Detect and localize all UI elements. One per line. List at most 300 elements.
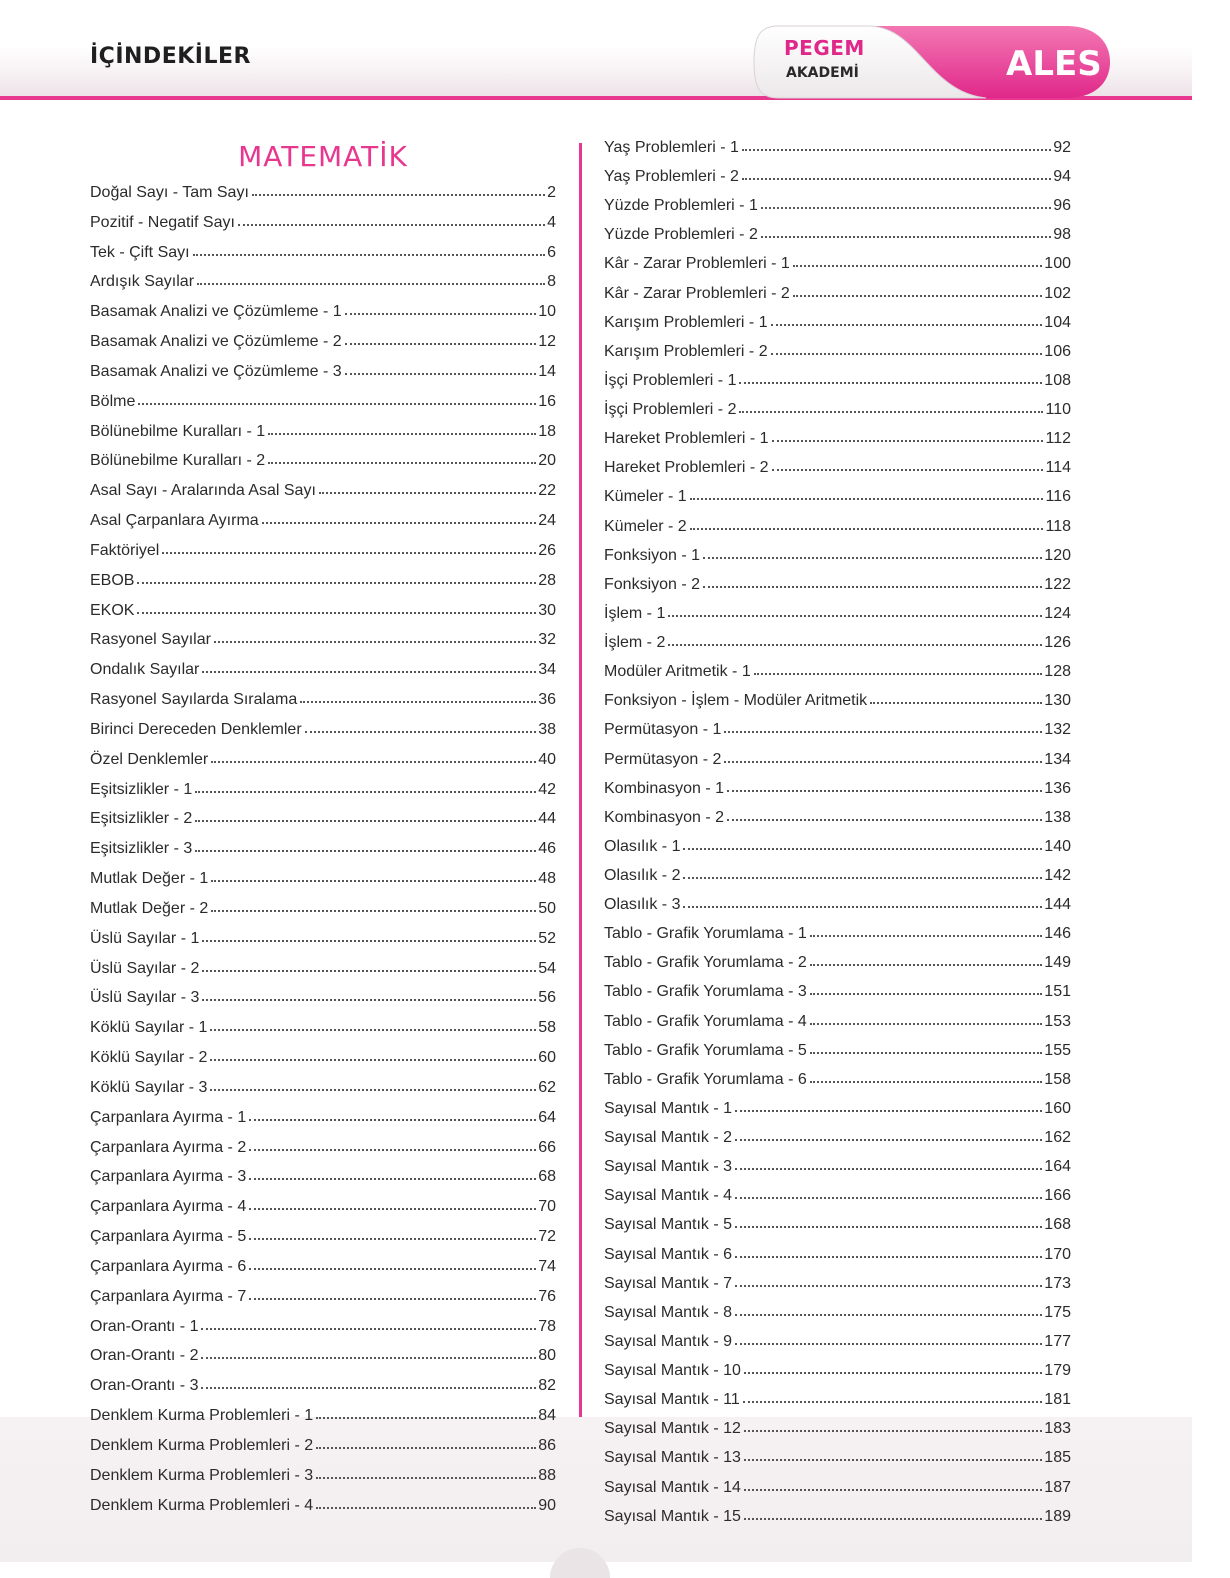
- toc-entry: [604, 162, 1071, 192]
- toc-dot-leader: [316, 1477, 536, 1479]
- toc-dot-leader: [319, 492, 536, 494]
- toc-entry: [90, 775, 556, 805]
- toc-entry: [90, 1162, 556, 1192]
- toc-entry-label: Çarpanlara Ayırma - 6: [90, 1257, 247, 1275]
- toc-entry: [90, 625, 556, 655]
- toc-dot-leader: [262, 522, 537, 524]
- toc-entry-label: Üslü Sayılar - 3: [90, 989, 200, 1007]
- toc-entry-page: 24: [538, 512, 556, 530]
- toc-entry-page: 144: [1044, 896, 1071, 914]
- toc-entry-page: 50: [538, 899, 556, 917]
- toc-dot-leader: [744, 1430, 1042, 1432]
- toc-dot-leader: [193, 254, 546, 256]
- toc-dot-leader: [793, 265, 1042, 267]
- column-divider: [579, 143, 582, 1540]
- toc-entry-page: 134: [1044, 750, 1071, 768]
- toc-entry-label: Sayısal Mantık - 11: [604, 1391, 740, 1409]
- toc-entry-page: 8: [547, 273, 556, 291]
- toc-dot-leader: [772, 469, 1044, 471]
- toc-entry-label: Sayısal Mantık - 14: [604, 1478, 741, 1496]
- toc-dot-leader: [742, 149, 1051, 151]
- toc-dot-leader: [238, 224, 545, 226]
- toc-dot-leader: [300, 701, 536, 703]
- toc-entry: [90, 178, 556, 208]
- toc-entry: [604, 1473, 1071, 1503]
- toc-entry-label: Sayısal Mantık - 4: [604, 1187, 733, 1205]
- toc-entry: [604, 919, 1071, 949]
- toc-entry-page: 22: [538, 482, 556, 500]
- toc-dot-leader: [724, 761, 1042, 763]
- toc-entry-label: Rasyonel Sayılar: [90, 631, 211, 649]
- toc-entry: [604, 191, 1071, 221]
- toc-dot-leader: [249, 1268, 536, 1270]
- toc-entry-page: 179: [1044, 1362, 1071, 1380]
- toc-entry: [604, 1007, 1071, 1037]
- toc-dot-leader: [739, 411, 1043, 413]
- toc-entry-page: 76: [538, 1287, 556, 1305]
- section-title: MATEMATİK: [238, 140, 408, 173]
- toc-entry-label: Pozitif - Negatif Sayı: [90, 213, 235, 231]
- toc-entry: [90, 864, 556, 894]
- toc-entry-page: 128: [1044, 663, 1071, 681]
- toc-entry-page: 177: [1044, 1332, 1071, 1350]
- toc-dot-leader: [771, 353, 1043, 355]
- toc-dot-leader: [744, 1459, 1042, 1461]
- toc-entry-page: 14: [538, 362, 556, 380]
- toc-dot-leader: [744, 1518, 1042, 1520]
- toc-entry-page: 34: [538, 661, 556, 679]
- toc-entry-label: Tablo - Grafik Yorumlama - 6: [604, 1070, 807, 1088]
- toc-entry-label: Köklü Sayılar - 1: [90, 1019, 208, 1037]
- toc-entry-label: Karışım Problemleri - 2: [604, 342, 768, 360]
- toc-entry-page: 62: [538, 1078, 556, 1096]
- toc-dot-leader: [735, 1168, 1042, 1170]
- toc-entry-page: 78: [538, 1317, 556, 1335]
- toc-entry-page: 175: [1044, 1303, 1071, 1321]
- toc-entry: [604, 628, 1071, 658]
- toc-entry-page: 88: [538, 1466, 556, 1484]
- page-title: İÇİNDEKİLER: [90, 44, 251, 69]
- toc-dot-leader: [195, 791, 536, 793]
- toc-dot-leader: [735, 1256, 1042, 1258]
- toc-entry: [604, 570, 1071, 600]
- toc-dot-leader: [138, 403, 536, 405]
- toc-entry-label: Fonksiyon - 2: [604, 575, 701, 593]
- toc-entry-page: 166: [1044, 1187, 1071, 1205]
- toc-dot-leader: [735, 1226, 1042, 1228]
- toc-dot-leader: [744, 1489, 1042, 1491]
- toc-dot-leader: [735, 1314, 1042, 1316]
- toc-dot-leader: [210, 1089, 536, 1091]
- toc-entry: [90, 1341, 556, 1371]
- toc-entry-label: Permütasyon - 1: [604, 721, 722, 739]
- toc-entry-page: 153: [1044, 1012, 1071, 1030]
- toc-entry: [90, 1103, 556, 1133]
- toc-entry: [90, 804, 556, 834]
- toc-entry-label: Basamak Analizi ve Çözümleme - 3: [90, 362, 342, 380]
- toc-entry-label: Çarpanlara Ayırma - 5: [90, 1228, 247, 1246]
- toc-entry: [604, 686, 1071, 716]
- toc-dot-leader: [744, 1372, 1042, 1374]
- toc-entry-page: 70: [538, 1198, 556, 1216]
- toc-entry-page: 32: [538, 631, 556, 649]
- toc-entry-page: 132: [1044, 721, 1071, 739]
- toc-entry: [90, 357, 556, 387]
- toc-entry-page: 146: [1044, 925, 1071, 943]
- toc-entry-label: Denklem Kurma Problemleri - 1: [90, 1407, 314, 1425]
- toc-entry-label: Sayısal Mantık - 12: [604, 1420, 741, 1438]
- toc-entry: [604, 308, 1071, 338]
- toc-entry: [604, 715, 1071, 745]
- toc-entry: [604, 948, 1071, 978]
- toc-entry-page: 4: [547, 213, 556, 231]
- toc-entry: [604, 249, 1071, 279]
- toc-entry-label: Sayısal Mantık - 10: [604, 1362, 741, 1380]
- toc-dot-leader: [668, 644, 1042, 646]
- toc-entry-page: 16: [538, 392, 556, 410]
- toc-entry-label: Denklem Kurma Problemleri - 4: [90, 1496, 314, 1514]
- toc-entry-label: Yaş Problemleri - 2: [604, 168, 739, 186]
- toc-entry-label: Hareket Problemleri - 2: [604, 459, 769, 477]
- toc-entry-label: Tablo - Grafik Yorumlama - 3: [604, 983, 807, 1001]
- toc-entry-label: Mutlak Değer - 1: [90, 870, 209, 888]
- toc-entry-label: Sayısal Mantık - 13: [604, 1449, 741, 1467]
- toc-entry-label: Sayısal Mantık - 3: [604, 1158, 733, 1176]
- toc-entry-label: Sayısal Mantık - 9: [604, 1332, 733, 1350]
- toc-dot-leader: [690, 498, 1044, 500]
- toc-entry-label: Olasılık - 1: [604, 837, 681, 855]
- toc-dot-leader: [210, 1029, 536, 1031]
- toc-entry-page: 136: [1044, 779, 1071, 797]
- toc-entry-page: 140: [1044, 837, 1071, 855]
- toc-entry: [604, 1327, 1071, 1357]
- toc-entry: [604, 1269, 1071, 1299]
- toc-entry-label: Üslü Sayılar - 2: [90, 959, 200, 977]
- toc-entry: [90, 1252, 556, 1282]
- toc-entry-page: 94: [1053, 168, 1071, 186]
- logo-sub-text: AKADEMİ: [786, 65, 859, 81]
- toc-dot-leader: [201, 1328, 536, 1330]
- toc-entry-label: Sayısal Mantık - 8: [604, 1303, 733, 1321]
- toc-entry-label: EBOB: [90, 571, 135, 589]
- toc-dot-leader: [268, 433, 536, 435]
- toc-dot-leader: [195, 850, 536, 852]
- toc-entry: [90, 596, 556, 626]
- toc-entry-page: 183: [1044, 1420, 1071, 1438]
- toc-entry-label: Tablo - Grafik Yorumlama - 1: [604, 925, 807, 943]
- toc-dot-leader: [249, 1178, 536, 1180]
- toc-entry-label: Bölme: [90, 392, 136, 410]
- toc-entry-page: 168: [1044, 1216, 1071, 1234]
- toc-dot-leader: [137, 612, 536, 614]
- toc-entry-label: Çarpanlara Ayırma - 4: [90, 1198, 247, 1216]
- toc-entry: [90, 506, 556, 536]
- toc-entry: [604, 599, 1071, 629]
- toc-entry-label: Çarpanlara Ayırma - 7: [90, 1287, 247, 1305]
- toc-entry: [90, 954, 556, 984]
- toc-entry-label: Tablo - Grafik Yorumlama - 2: [604, 954, 807, 972]
- toc-entry: [604, 279, 1071, 309]
- toc-dot-leader: [735, 1343, 1042, 1345]
- toc-entry-page: 56: [538, 989, 556, 1007]
- toc-entry: [90, 1192, 556, 1222]
- toc-entry: [604, 832, 1071, 862]
- toc-entry: [90, 267, 556, 297]
- toc-dot-leader: [735, 1285, 1042, 1287]
- toc-entry-label: Doğal Sayı - Tam Sayı: [90, 184, 249, 201]
- toc-entry-label: Çarpanlara Ayırma - 1: [90, 1108, 247, 1126]
- toc-entry: [604, 1123, 1071, 1153]
- toc-entry-page: 64: [538, 1108, 556, 1126]
- toc-entry-label: Denklem Kurma Problemleri - 3: [90, 1466, 314, 1484]
- toc-entry-label: Basamak Analizi ve Çözümleme - 1: [90, 303, 342, 321]
- toc-entry-page: 158: [1044, 1070, 1071, 1088]
- toc-entry-label: Eşitsizlikler - 1: [90, 780, 193, 798]
- toc-dot-leader: [137, 582, 536, 584]
- toc-entry-page: 142: [1044, 867, 1071, 884]
- toc-entry-page: 160: [1044, 1099, 1071, 1117]
- toc-entry-label: Ondalık Sayılar: [90, 661, 200, 679]
- toc-dot-leader: [724, 731, 1042, 733]
- toc-entry-page: 68: [538, 1168, 556, 1186]
- toc-entry-label: Oran-Orantı - 1: [90, 1317, 199, 1335]
- toc-dot-leader: [201, 1387, 536, 1389]
- toc-entry-label: Hareket Problemleri - 1: [604, 430, 769, 448]
- toc-entry-page: 30: [538, 601, 556, 619]
- toc-entry-label: Sayısal Mantık - 5: [604, 1216, 733, 1234]
- toc-dot-leader: [742, 178, 1051, 180]
- toc-entry-page: 80: [538, 1347, 556, 1365]
- toc-entry-label: Sayısal Mantık - 2: [604, 1129, 733, 1147]
- toc-entry-label: Karışım Problemleri - 1: [604, 313, 768, 331]
- toc-dot-leader: [202, 970, 536, 972]
- toc-entry-page: 130: [1044, 692, 1071, 710]
- toc-entry: [604, 657, 1071, 687]
- toc-entry: [604, 890, 1071, 920]
- toc-entry: [90, 924, 556, 954]
- toc-dot-leader: [793, 295, 1042, 297]
- toc-entry-label: Bölünebilme Kuralları - 1: [90, 422, 266, 440]
- toc-entry-page: 52: [538, 929, 556, 947]
- toc-entry: [90, 1282, 556, 1312]
- toc-entry-label: İşçi Problemleri - 2: [604, 401, 737, 419]
- toc-entry-label: Basamak Analizi ve Çözümleme - 2: [90, 333, 342, 351]
- toc-entry: [604, 1094, 1071, 1124]
- toc-entry: [604, 512, 1071, 542]
- toc-entry: [604, 337, 1071, 367]
- toc-dot-leader: [810, 935, 1043, 937]
- toc-entry: [90, 238, 556, 268]
- toc-entry-label: Tek - Çift Sayı: [90, 243, 190, 261]
- toc-entry: [604, 395, 1071, 425]
- toc-dot-leader: [772, 440, 1044, 442]
- toc-entry-page: 189: [1044, 1507, 1071, 1525]
- toc-entry-label: Sayısal Mantık - 15: [604, 1507, 741, 1525]
- toc-entry-label: Çarpanlara Ayırma - 3: [90, 1168, 247, 1186]
- toc-dot-leader: [810, 1023, 1043, 1025]
- toc-dot-leader: [810, 1052, 1043, 1054]
- toc-entry: [90, 655, 556, 685]
- toc-entry: [90, 745, 556, 775]
- toc-entry-label: Fonksiyon - İşlem - Modüler Aritmetik: [604, 692, 868, 710]
- toc-entry-page: 28: [538, 571, 556, 589]
- toc-entry-label: Birinci Dereceden Denklemler: [90, 720, 302, 738]
- toc-dot-leader: [211, 910, 536, 912]
- toc-dot-leader: [211, 761, 536, 763]
- toc-entry-label: Köklü Sayılar - 2: [90, 1049, 208, 1067]
- toc-entry: [90, 1401, 556, 1431]
- toc-entry-page: 102: [1044, 284, 1071, 302]
- toc-dot-leader: [761, 207, 1051, 209]
- toc-dot-leader: [249, 1149, 536, 1151]
- toc-entry-page: 187: [1044, 1478, 1071, 1496]
- toc-dot-leader: [345, 373, 537, 375]
- toc-entry-label: Kâr - Zarar Problemleri - 2: [604, 284, 790, 302]
- toc-entry-label: Bölünebilme Kuralları - 2: [90, 452, 266, 470]
- toc-entry: [90, 1013, 556, 1043]
- toc-entry-page: 98: [1053, 226, 1071, 244]
- toc-entry-page: 26: [538, 541, 556, 559]
- toc-entry: [90, 685, 556, 715]
- logo-brand-text: PEGEM: [784, 36, 865, 60]
- toc-entry-label: Kâr - Zarar Problemleri - 1: [604, 255, 790, 273]
- toc-entry: [90, 1133, 556, 1163]
- toc-entry: [604, 1443, 1071, 1473]
- toc-entry: [90, 1431, 556, 1461]
- toc-dot-leader: [211, 880, 536, 882]
- toc-entry-label: Üslü Sayılar - 1: [90, 929, 200, 947]
- toc-dot-leader: [735, 1197, 1042, 1199]
- toc-entry: [604, 861, 1071, 891]
- toc-entry-page: 54: [538, 959, 556, 977]
- toc-entry-page: 92: [1053, 139, 1071, 156]
- toc-entry-label: Köklü Sayılar - 3: [90, 1078, 208, 1096]
- publisher-logo: [748, 18, 1113, 104]
- toc-dot-leader: [268, 462, 536, 464]
- toc-entry: [90, 1461, 556, 1491]
- toc-entry-label: Mutlak Değer - 2: [90, 899, 209, 917]
- toc-dot-leader: [249, 1298, 536, 1300]
- toc-entry-label: Fonksiyon - 1: [604, 546, 701, 564]
- toc-entry-page: 90: [538, 1496, 556, 1514]
- toc-dot-leader: [210, 1059, 536, 1061]
- toc-entry: [90, 894, 556, 924]
- toc-dot-leader: [703, 557, 1042, 559]
- toc-entry-label: Tablo - Grafik Yorumlama - 5: [604, 1041, 807, 1059]
- toc-dot-leader: [683, 906, 1042, 908]
- toc-entry: [604, 1036, 1071, 1066]
- toc-entry-page: 84: [538, 1407, 556, 1425]
- toc-entry-label: Rasyonel Sayılarda Sıralama: [90, 691, 298, 709]
- toc-entry: [90, 1491, 556, 1521]
- toc-entry-label: Kombinasyon - 1: [604, 779, 725, 797]
- toc-entry: [604, 1210, 1071, 1240]
- toc-dot-leader: [202, 999, 536, 1001]
- toc-entry-label: Kümeler - 1: [604, 488, 687, 506]
- toc-entry-label: Eşitsizlikler - 2: [90, 810, 193, 828]
- toc-dot-leader: [195, 820, 536, 822]
- toc-dot-leader: [727, 819, 1042, 821]
- toc-entry: [604, 977, 1071, 1007]
- toc-entry: [90, 327, 556, 357]
- toc-entry-label: Ardışık Sayılar: [90, 273, 195, 291]
- toc-entry: [604, 482, 1071, 512]
- toc-dot-leader: [810, 1081, 1043, 1083]
- toc-entry-page: 112: [1045, 430, 1071, 448]
- toc-dot-leader: [201, 1357, 536, 1359]
- toc-dot-leader: [743, 1401, 1043, 1403]
- toc-dot-leader: [202, 940, 536, 942]
- toc-entry-label: Asal Çarpanlara Ayırma: [90, 512, 259, 530]
- toc-entry: [604, 1152, 1071, 1182]
- toc-entry-label: Denklem Kurma Problemleri - 2: [90, 1436, 314, 1454]
- toc-dot-leader: [197, 283, 545, 285]
- toc-entry-label: Modüler Aritmetik - 1: [604, 663, 751, 681]
- toc-entry-page: 170: [1044, 1245, 1071, 1263]
- toc-entry: [90, 297, 556, 327]
- toc-entry-page: 10: [538, 303, 556, 321]
- toc-entry-page: 42: [538, 780, 556, 798]
- toc-dot-leader: [690, 528, 1044, 530]
- toc-dot-leader: [214, 641, 536, 643]
- toc-entry: [604, 424, 1071, 454]
- toc-entry-page: 162: [1044, 1129, 1071, 1147]
- toc-entry-label: Permütasyon - 2: [604, 750, 722, 768]
- toc-entry-page: 114: [1045, 459, 1071, 477]
- toc-entry-page: 66: [538, 1138, 556, 1156]
- toc-entry-label: Özel Denklemler: [90, 750, 209, 768]
- toc-entry-label: Yüzde Problemleri - 2: [604, 226, 758, 244]
- toc-entry-page: 149: [1044, 954, 1071, 972]
- toc-entry: [604, 1181, 1071, 1211]
- toc-entry-page: 151: [1044, 983, 1071, 1001]
- toc-entry: [90, 1073, 556, 1103]
- toc-dot-leader: [771, 324, 1043, 326]
- toc-entry: [604, 541, 1071, 571]
- toc-entry-page: 58: [538, 1019, 556, 1037]
- toc-entry: [604, 1385, 1071, 1415]
- toc-entry-page: 36: [538, 691, 556, 709]
- toc-entry-page: 100: [1044, 255, 1071, 273]
- toc-entry: [604, 1356, 1071, 1386]
- toc-entry-page: 122: [1044, 575, 1071, 593]
- toc-entry-page: 74: [538, 1257, 556, 1275]
- toc-entry: [90, 1312, 556, 1342]
- toc-entry-page: 124: [1044, 604, 1071, 622]
- toc-entry-page: 173: [1044, 1274, 1071, 1292]
- toc-entry-label: Yüzde Problemleri - 1: [604, 197, 758, 215]
- toc-entry: [90, 446, 556, 476]
- toc-entry-label: Sayısal Mantık - 6: [604, 1245, 733, 1263]
- toc-entry-page: 44: [538, 810, 556, 828]
- toc-entry: [90, 208, 556, 238]
- toc-entry: [604, 774, 1071, 804]
- toc-entry-label: Faktöriyel: [90, 541, 160, 559]
- toc-entry-label: İşçi Problemleri - 1: [604, 371, 737, 389]
- toc-entry-label: İşlem - 2: [604, 634, 666, 652]
- toc-entry: [604, 366, 1071, 396]
- toc-entry: [604, 453, 1071, 483]
- toc-dot-leader: [316, 1417, 536, 1419]
- toc-entry-label: Kümeler - 2: [604, 517, 687, 535]
- toc-entry-page: 72: [538, 1228, 556, 1246]
- toc-entry-page: 126: [1044, 634, 1071, 652]
- toc-entry-page: 120: [1044, 546, 1071, 564]
- logo-exam-text: ALES: [1006, 44, 1102, 84]
- toc-entry-page: 6: [547, 243, 556, 261]
- toc-dot-leader: [162, 552, 536, 554]
- toc-entry-label: İşlem - 1: [604, 604, 666, 622]
